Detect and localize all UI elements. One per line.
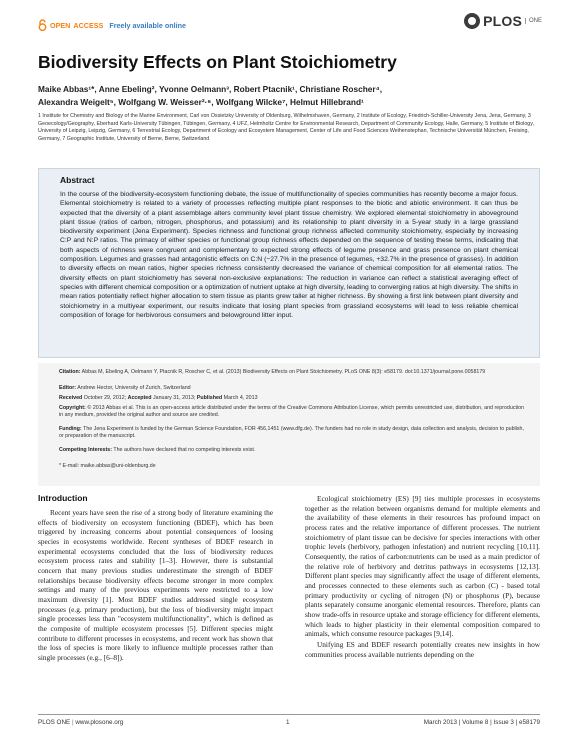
- abstract-heading: Abstract: [60, 175, 95, 185]
- plos-one-logo: [464, 13, 542, 29]
- article-metadata: [38, 363, 540, 486]
- plos-circle-icon: [464, 13, 480, 29]
- freely-available-label: Freely available online: [109, 20, 187, 30]
- body-column-left: [38, 508, 273, 663]
- right-paragraph-1: Ecological stoichiometry (ES) [9] ties multiple processes in ecosystems together as the relation between organisms demand for multiple elements and the availability of these elements in their resources has profound impact on process rates and the relative importance of different processes. The nutrient stoichiometry of plant tissue can be decisive for species interactions with other trophic levels (herbivory, pathogen infestation) and nutrient recycling [10,11]. Consequently, the ratios of carbon:nutrients can be used as a main predictor of the relative role of herbivory and detritus pathways in ecosystems [12,13]. Different plant species may significantly affect the usage of different elements, and processes connected to these elements such as carbon (C) - based total primary productivity or cycling of nitrogen (N) or phosphorus (P), because plants separately consume anorganic elemental resources. Therefore, plants can show trade-offs in resource uptake and storage efficiency for different elements, which leads to higher plasticity in their elemental composition compared to animals, which consume resource packages [9,14].: [305, 494, 540, 639]
- body-column-right: [305, 494, 540, 659]
- abstract-text: In the course of the biodiversity-ecosystem functioning debate, the issue of multifunctionality of species communities has recently become a major focus. Elemental stoichiometry is related to a variety of processes reflecting multiple plant responses to the biotic and abiotic environment. It can thus be expected that the diversity of a plant assemblage alters community level plant tissue chemistry. We explored elemental stoichiometry in aboveground plant tissue (ratios of carbon, nitrogen, phosphorus, and potassium) and its relationship to plant diversity in a 5-year study in a large grassland biodiversity experiment (Jena Experiment). Species richness and functional group richness affected community stoichiometry, especially by increasing C:P and N:P ratios. The primacy of either species or functional group richness effects depended on the sequence of testing these terms, indicating that both aspects of richness were congruent and complementary to expected strong effects of legume presence and grass presence on plant chemical composition. Legumes and grasses had antagonistic effects on C:N (−27.7% in the presence of legumes, +32.7% in the presence of grasses). In addition to diversity effects on mean ratios, higher species richness consistently decreased the variance of chemical composition for all elemental ratios. The diversity effects on plant stoichiometry has several non-exclusive explanations: The reduction in variance can reflect a statistical averaging effect of species with different chemical composition or a optimization of nutrient uptake at high diversity, leading to converging ratios at high diversity. The shifts in mean ratios potentially reflect higher allocation to stem tissue as plants grew taller at higher richness. By showing a first link between plant diversity and stoichiometry in a multiyear experiment, our results indicate that losing plant species from grassland ecosystems will lead to less reliable chemical composition of forage for herbivorous consumers and belowground litter input.: [60, 191, 518, 319]
- author-list: [38, 83, 538, 109]
- citation: Citation: Abbas M, Ebeling A, Oelmann Y, Ptacnik R, Roscher C, et al. (2013) Biodiversity Effects on Plant Stoichiometry. PLoS ONE 8(3): e58179. doi:10.1371/journal.pone.0058179: [59, 369, 486, 375]
- introduction-heading: Introduction: [38, 493, 88, 503]
- abstract-box: [38, 168, 540, 358]
- footer-journal: PLOS ONE | www.plosone.org: [38, 719, 124, 726]
- footer-divider: [38, 714, 540, 715]
- competing-interests: Competing Interests: The authors have declared that no competing interests exist.: [59, 447, 256, 453]
- editor: Editor: Andrew Hector, University of Zurich, Switzerland: [59, 385, 191, 391]
- open-lock-icon: [38, 19, 47, 31]
- affiliations: 1 Institute for Chemistry and Biology of the Marine Environment, Carl von Ossietzky University of Oldenburg, Wilhelmshaven, Germany, 2 Institute of Ecology, Friedrich-Schiller-University Jena, Jena, Germany, 3 Geoecology/Geography, Eberhard Karls-University Tübingen, Tübingen, Germany, 4 UFZ, Helmholtz Centre for Environmental Research, Department of Community Ecology, Halle, Germany, 5 Institute of Biology, University of Leipzig, Leipzig, Germany, 6 Terrestrial Ecology, Department of Ecology and Ecosystem Management, Center of Life and Food Sciences Weihenstephan, Technische Universität München, Freising, Germany, 7 Geographic Institute, University of Berne, Berne, Switzerland: [38, 113, 534, 142]
- access-label: ACCESS: [73, 20, 104, 30]
- footer-issue: March 2013 | Volume 8 | Issue 3 | e58179: [423, 719, 540, 726]
- copyright: Copyright: © 2013 Abbas et al. This is an open-access article distributed under the terms of the Creative Commons Attribution License, which permits unrestricted use, distribution, and reproduction in any medium, provided the original author and source are credited.: [59, 405, 524, 419]
- footer-site-link[interactable]: www.plosone.org: [75, 719, 124, 726]
- dates: Received October 29, 2012; Accepted January 31, 2013; Published March 4, 2013: [59, 395, 258, 401]
- page-number: 1: [286, 719, 290, 726]
- open-access-banner: [38, 17, 186, 33]
- intro-paragraph-1: Recent years have seen the rise of a strong body of literature examining the effects of biodiversity on ecosystem functioning (BDEF), which has been triggered by increasing concerns about potential consequences of loosing species in ecosystems worldwide. Recent syntheses of BDEF research in experimental ecosystems concluded that the loss of biodiversity reduces ecosystem process rates and stability [1–3]. However, there is substantial concern that many previous studies underestimate the strength of BDEF relationships because biodiversity effects become stronger in more complex settings and many of the previous experiments were restricted to a low maximum diversity [1]. Most BDEF studies addressed single ecosystem processes (e.g. primary production), but the loss of biodiversity might impact single processes less than "ecosystem multifunctionality", which is defined as the composite of multiple ecosystem processes [5]. Different species might contribute to different processes in ecosystems, and recent work has shown that the loss of species is more likely to influence multiple processes rather than single processes (e.g., [6–8]).: [38, 508, 273, 662]
- author-line-2: Alexandra Weigelt⁵, Wolfgang W. Weisser²·⁶, Wolfgang Wilcke⁷, Helmut Hillebrand¹: [38, 97, 364, 107]
- plos-journal: ONE: [525, 18, 542, 24]
- open-label: OPEN: [50, 20, 71, 30]
- corresponding-email[interactable]: * E-mail: maike.abbas@uni-oldenburg.de: [59, 463, 156, 469]
- plos-brand: PLOS: [483, 13, 522, 29]
- funding: Funding: The Jena Experiment is funded by the German Science Foundation, FOR 456,1451 (www.dfg.de). The funders had no role in study design, data collection and analysis, decision to publish, or preparation of the manuscript.: [59, 426, 524, 440]
- article-title: Biodiversity Effects on Plant Stoichiometry: [38, 52, 397, 72]
- right-paragraph-2: Unifying ES and BDEF research potentially creates new insights in how communities process available nutrients depending on the: [305, 639, 540, 659]
- author-line-1: Maike Abbas¹*, Anne Ebeling², Yvonne Oelmann³, Robert Ptacnik¹, Christiane Roscher⁴,: [38, 84, 383, 94]
